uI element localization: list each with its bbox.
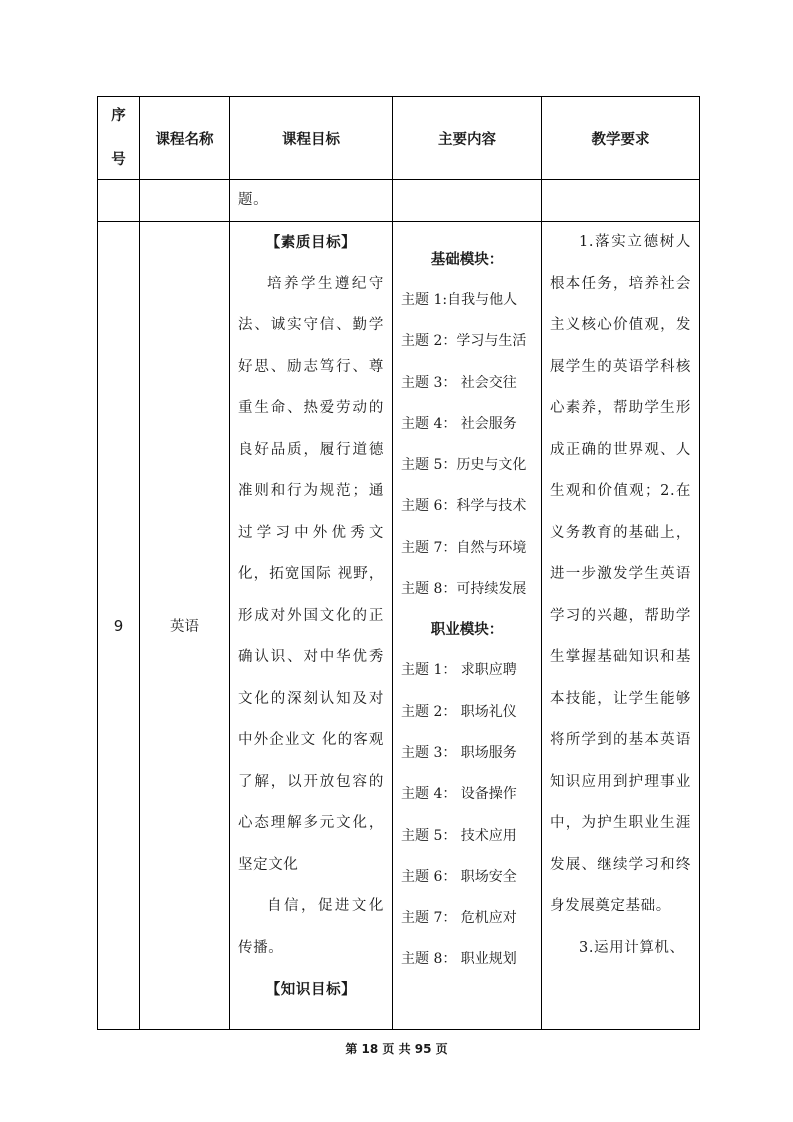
list-item: 主题 2： 职场礼仪 (401, 703, 517, 720)
career-topic-list (393, 650, 541, 980)
list-item: 主题 3： 职场服务 (401, 744, 517, 761)
goal-heading-knowledge: 【知识目标】 (265, 981, 357, 998)
table-row-continued (98, 180, 700, 222)
header-seq-top: 序 (111, 107, 126, 125)
header-seq-bottom: 号 (111, 150, 126, 168)
list-item: 主题 7： 危机应对 (401, 910, 517, 927)
goal-tail-text: 题。 (238, 192, 269, 208)
list-item: 主题 5： 技术应用 (401, 827, 517, 844)
cell-empty (98, 180, 140, 222)
cell-teaching-req (542, 222, 700, 1030)
table-header-row (98, 97, 700, 180)
list-item: 主题 5：历史与文化 (401, 457, 527, 474)
requirements-para2: 3.运用计算机、 (579, 939, 685, 956)
table-row-english (98, 222, 700, 1030)
list-item: 主题 6： 职场安全 (401, 868, 517, 885)
header-main-content: 主要内容 (393, 97, 542, 180)
header-course-name: 课程名称 (140, 97, 230, 180)
cell-course-name: 英语 (140, 222, 230, 1030)
goal-heading-quality: 【素质目标】 (265, 234, 357, 251)
basic-topic-list (393, 280, 541, 610)
cell-main-content (393, 222, 542, 1030)
list-item: 主题 6：科学与技术 (401, 498, 527, 515)
list-item: 主题 1:自我与他人 (401, 292, 518, 308)
course-table (97, 96, 700, 1030)
list-item: 主题 8： 职业规划 (401, 951, 517, 968)
list-item: 主题 3： 社会交往 (401, 374, 517, 391)
list-item: 主题 8：可持续发展 (401, 581, 527, 598)
goal-quality-para1: 培养学生遵纪守法、诚实守信、勤学好思、励志笃行、尊重生命、热爱劳动的良好品质，履行道德准则和行为规范；通过学习中外优秀文化，拓宽国际 视野，形成对外国文化的正确认识、对中华优秀文化的深刻认知及对中外企业文 化的客观了解，以开放包容的心态理解多元文化，坚定文化 (238, 275, 384, 873)
list-item: 主题 2：学习与生活 (401, 333, 527, 350)
cell-seq: 9 (98, 222, 140, 1030)
basic-module-title: 基础模块： (430, 251, 504, 268)
cell-empty (542, 180, 700, 222)
requirements-para1: 1.落实立德树人根本任务，培养社会主义核心价值观，发展学生的英语学科核心素养，帮助学生形成正确的世界观、人生观和价值观；2.在义务教育的基础上，进一步激发学生英语学习的兴趣，帮助学生掌握基础知识和基本技能，让学生能够将所学到的基本英语知识应用到护理事业中，为护生职业生涯发展、继续学习和终身发展奠定基础。 (550, 234, 691, 914)
list-item: 主题 1： 求职应聘 (401, 662, 517, 679)
list-item: 主题 4： 设备操作 (401, 786, 517, 803)
cell-course-goal (230, 222, 393, 1030)
list-item: 主题 4： 社会服务 (401, 415, 517, 432)
header-course-goal: 课程目标 (230, 97, 393, 180)
header-seq (98, 97, 140, 180)
cell-goal-tail (230, 180, 393, 222)
cell-empty (393, 180, 542, 222)
list-item: 主题 7：自然与环境 (401, 539, 527, 556)
goal-quality-para2: 自信，促进文化传播。 (238, 898, 384, 956)
career-module-title: 职业模块： (430, 621, 504, 639)
header-teaching-req: 教学要求 (542, 97, 700, 180)
cell-empty (140, 180, 230, 222)
page-footer: 第 18 页 共 95 页 (345, 1042, 448, 1056)
